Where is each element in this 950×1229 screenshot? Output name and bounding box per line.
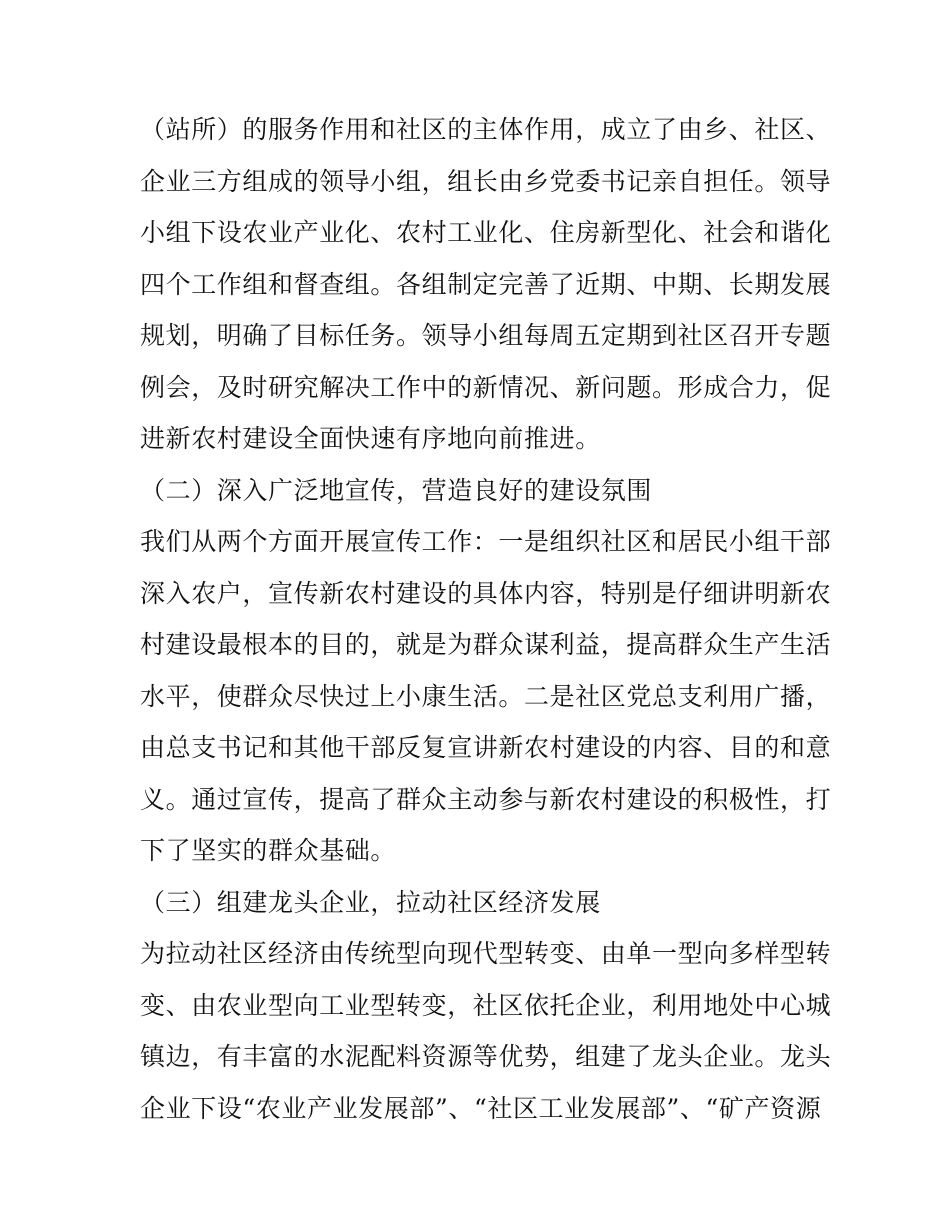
text-line: 为拉动社区经济由传统型向现代型转变、由单一型向多样型转 <box>140 939 832 968</box>
section-heading: （二）深入广泛地宣传，营造良好的建设氛围 <box>140 475 653 505</box>
section-heading: （三）组建龙头企业，拉动社区经济发展 <box>140 887 601 917</box>
document-body <box>140 104 832 1134</box>
text-line: 由总支书记和其他干部反复宣讲新农村建设的内容、目的和意 <box>140 733 832 762</box>
text-line: 镇边，有丰富的水泥配料资源等优势，组建了龙头企业。龙头 <box>140 1042 832 1071</box>
text-line: 村建设最根本的目的，就是为群众谋利益，提高群众生产生活 <box>140 630 832 659</box>
text-line: 企业三方组成的领导小组，组长由乡党委书记亲自担任。领导 <box>140 166 832 196</box>
text-line: 小组下设农业产业化、农村工业化、住房新型化、社会和谐化 <box>140 218 832 247</box>
text-line: 深入农户，宣传新农村建设的具体内容，特别是仔细讲明新农 <box>140 578 832 608</box>
text-line: 例会，及时研究解决工作中的新情况、新问题。形成合力，促 <box>140 372 832 402</box>
text-line: 四个工作组和督查组。各组制定完善了近期、中期、长期发展 <box>140 269 832 299</box>
text-line: 下了坚实的群众基础。 <box>140 836 397 865</box>
text-line: 我们从两个方面开展宣传工作：一是组织社区和居民小组干部 <box>140 527 832 556</box>
text-line: 水平，使群众尽快过上小康生活。二是社区党总支利用广播， <box>140 681 832 711</box>
text-line: 企业下设“农业产业发展部”、“社区工业发展部”、“矿产资源 <box>140 1093 822 1123</box>
text-line: 变、由农业型向工业型转变，社区依托企业，利用地处中心城 <box>140 990 832 1020</box>
text-line: （站所）的服务作用和社区的主体作用，成立了由乡、社区、 <box>140 115 832 144</box>
text-line: 进新农村建设全面快速有序地向前推进。 <box>140 424 601 453</box>
text-line: 规划，明确了目标任务。领导小组每周五定期到社区召开专题 <box>140 321 832 350</box>
text-line: 义。通过宣传，提高了群众主动参与新农村建设的积极性，打 <box>140 784 832 814</box>
